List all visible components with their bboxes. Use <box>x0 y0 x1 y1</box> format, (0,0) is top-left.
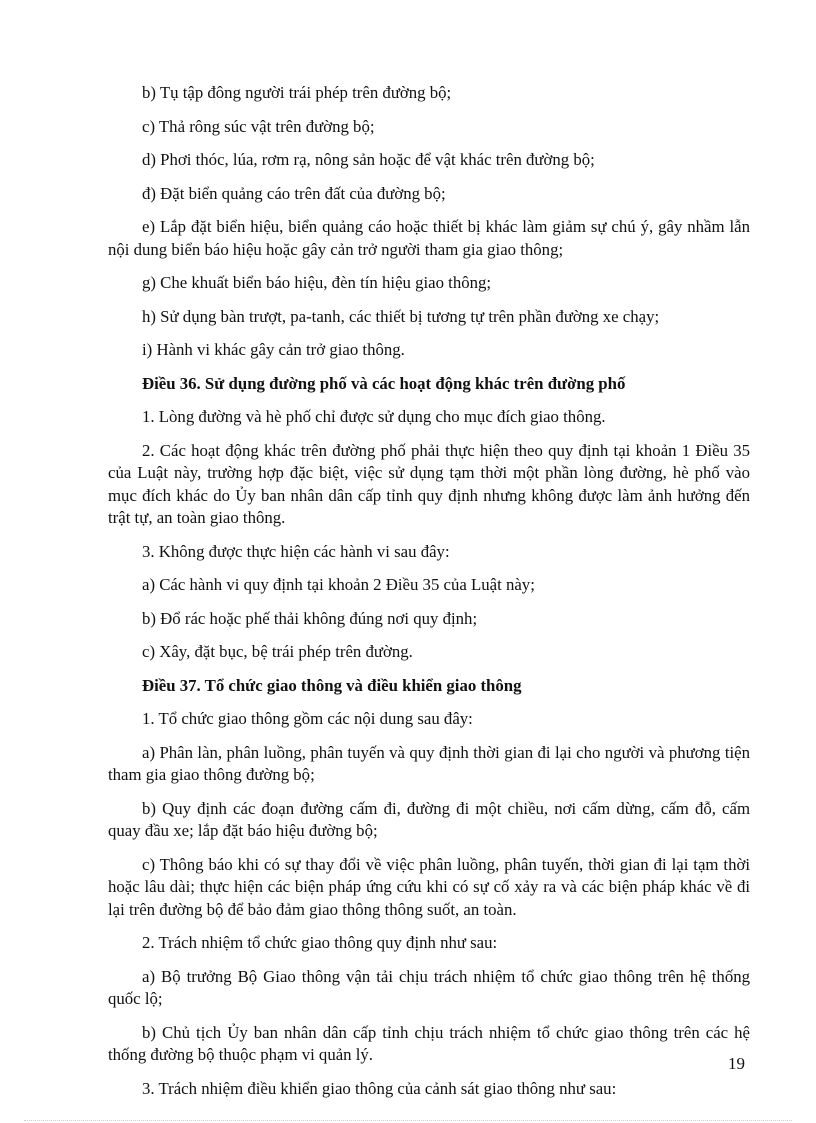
document-body <box>108 82 750 1111</box>
list-item-b-gathering: b) Tụ tập đông người trái phép trên đường bộ; <box>142 83 452 102</box>
list-item-g-obstruct-signals: g) Che khuất biển báo hiệu, đèn tín hiệu giao thông; <box>142 273 492 292</box>
article-36-heading: Điều 36. Sử dụng đường phố và các hoạt động khác trên đường phố <box>142 373 626 393</box>
article-37-clause-2-item-a: a) Bộ trưởng Bộ Giao thông vận tải chịu trách nhiệm tổ chức giao thông trên hệ thống quốc lộ; <box>108 966 750 1008</box>
list-item-dd-advertising: đ) Đặt biển quảng cáo trên đất của đường bộ; <box>142 183 446 203</box>
article-36-clause-3: 3. Không được thực hiện các hành vi sau đây: <box>142 541 450 561</box>
article-37-heading: Điều 37. Tổ chức giao thông và điều khiển giao thông <box>142 675 522 695</box>
article-36-item-a: a) Các hành vi quy định tại khoản 2 Điều 35 của Luật này; <box>142 575 535 594</box>
list-item-c-livestock: c) Thả rông súc vật trên đường bộ; <box>142 116 375 136</box>
article-37-clause-2: 2. Trách nhiệm tổ chức giao thông quy định như sau: <box>142 933 498 952</box>
article-37-clause-1: 1. Tổ chức giao thông gồm các nội dung sau đây: <box>142 709 473 728</box>
article-36-clause-2: 2. Các hoạt động khác trên đường phố phải thực hiện theo quy định tại khoản 1 Điều 35 của Luật này, trường hợp đặc biệt, việc sử dụng tạm thời một phần lòng đường, hè phố vào mục đích khác do Ủy ban nhân dân cấp tỉnh quy định nhưng không được làm ảnh hưởng đến trật tự, an toàn giao thông. <box>108 440 750 527</box>
article-37-clause-3: 3. Trách nhiệm điều khiển giao thông của cảnh sát giao thông như sau: <box>142 1078 617 1098</box>
article-37-item-c: c) Thông báo khi có sự thay đổi về việc phân luồng, phân tuyến, thời gian đi lại tạm thời hoặc lâu dài; thực hiện các biện pháp ứng cứu khi có sự cố xảy ra và các biện pháp khác về đi lại trên đường bộ để bảo đảm giao thông thông suốt, an toàn. <box>108 854 750 919</box>
list-item-h-skates: h) Sử dụng bàn trượt, pa-tanh, các thiết bị tương tự trên phần đường xe chạy; <box>142 306 660 326</box>
list-item-i-other: i) Hành vi khác gây cản trở giao thông. <box>142 340 405 359</box>
list-item-e-signs: e) Lắp đặt biển hiệu, biển quảng cáo hoặc thiết bị khác làm giảm sự chú ý, gây nhầm lẫn nội dung biển báo hiệu hoặc gây cản trở người tham gia giao thông; <box>108 217 750 259</box>
article-36-clause-1: 1. Lòng đường và hè phố chỉ được sử dụng cho mục đích giao thông. <box>142 407 606 426</box>
list-item-d-drying-crops: d) Phơi thóc, lúa, rơm rạ, nông sản hoặc để vật khác trên đường bộ; <box>142 150 595 169</box>
article-36-item-b: b) Đổ rác hoặc phế thải không đúng nơi quy định; <box>142 608 478 628</box>
page-number: 19 <box>728 1054 745 1073</box>
article-37-item-a: a) Phân làn, phân luồng, phân tuyến và quy định thời gian đi lại cho người và phương tiện tham gia giao thông đường bộ; <box>108 742 750 784</box>
article-36-item-c: c) Xây, đặt bục, bệ trái phép trên đường. <box>142 642 413 661</box>
page-bottom-divider <box>24 1120 792 1121</box>
article-37-clause-2-item-b: b) Chủ tịch Ủy ban nhân dân cấp tỉnh chịu trách nhiệm tổ chức giao thông trên các hệ thống đường bộ thuộc phạm vi quản lý. <box>108 1022 750 1064</box>
article-37-item-b: b) Quy định các đoạn đường cấm đi, đường đi một chiều, nơi cấm dừng, cấm đỗ, cấm quay đầu xe; lắp đặt báo hiệu đường bộ; <box>108 798 750 840</box>
